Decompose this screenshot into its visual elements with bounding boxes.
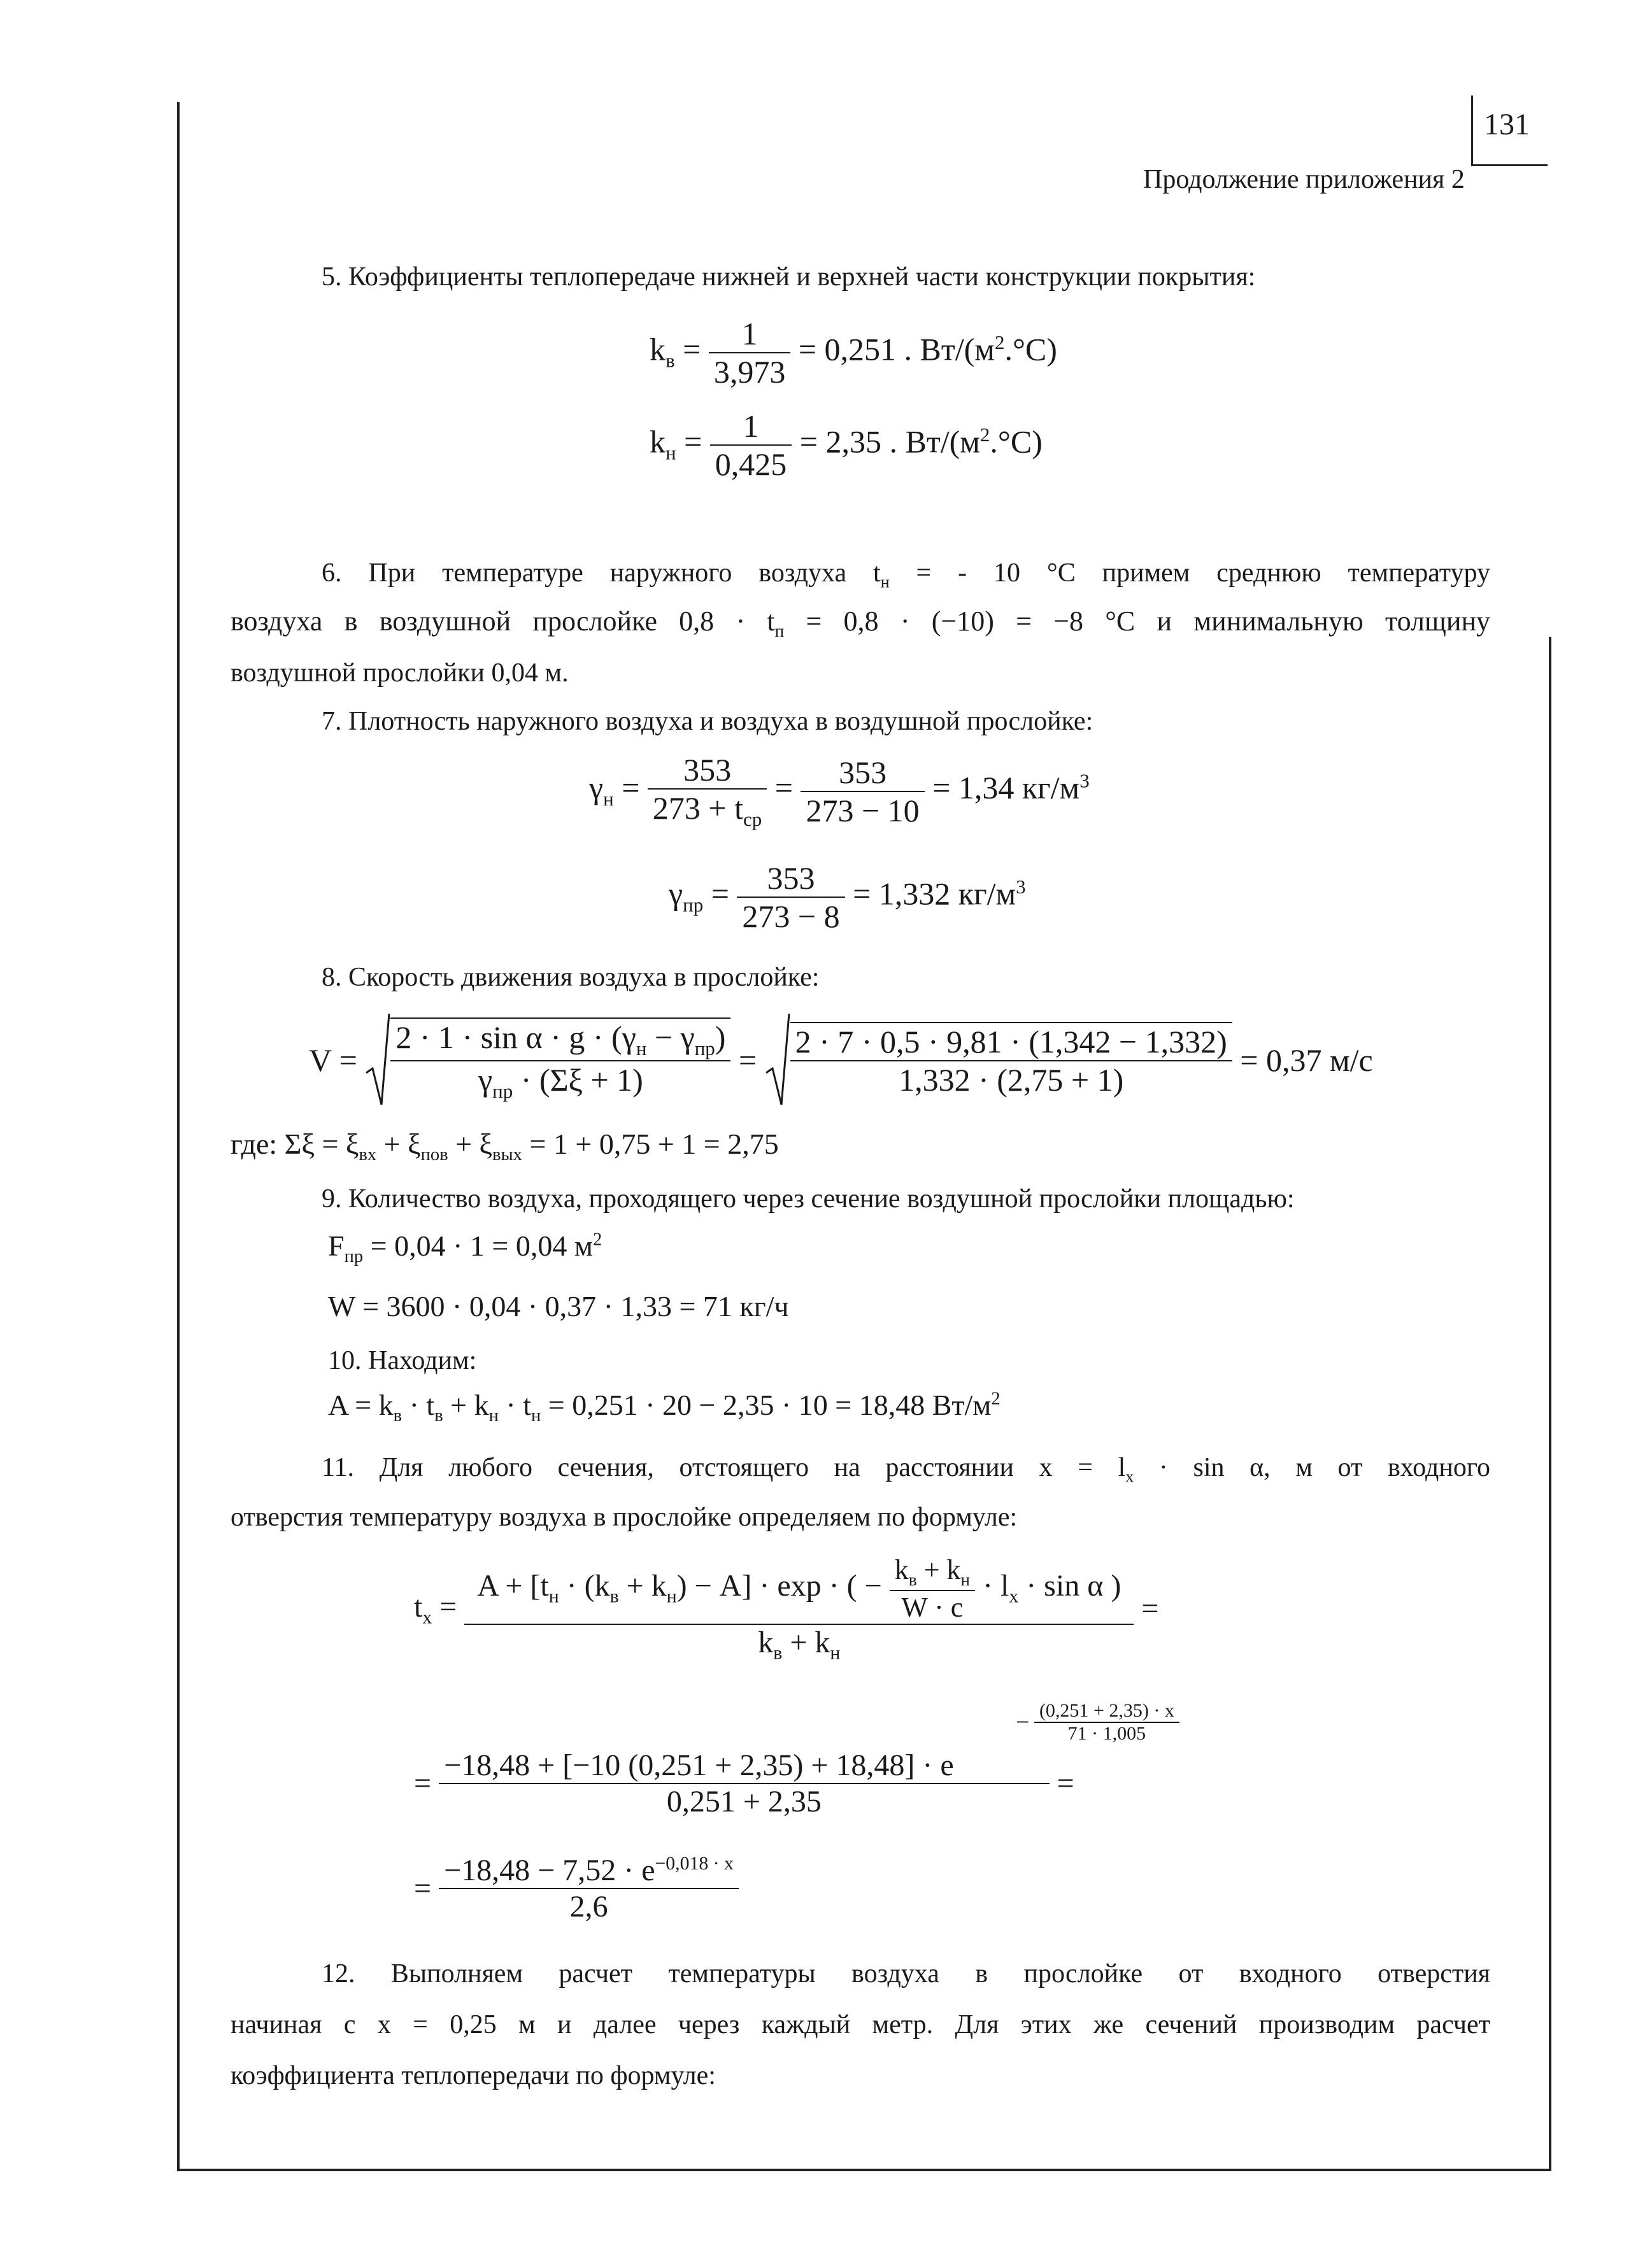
section9-heading: 9. Количество воздуха, проходящего через сечение воздушной прослойки площадью: [322,1184,1295,1214]
section6-line2: воздуха в воздушной прослойке $0,8 \cdot t_п = 0,8 \cdot (-10) = -8$ °С и минимальную толщину [231,606,1490,641]
frame-right-border [1549,637,1551,2171]
formula-kv: $k_в$ = $\frac{1}{3,973}$ = 0,251 . $Вт/(м^2.^\circ С)$ [650,316,1057,390]
formula-kn: $k_н$ = $\frac{1}{0,425}$ = 2,35 . $Вт/(м^2.^\circ С)$ [650,408,1043,482]
radical-sign-1 [365,1012,390,1108]
section10-heading: 10. Находим: [328,1346,477,1375]
page-number: 131 [1484,108,1530,141]
xi-sum-line: где: $\Sigma\xi = \xi_{вх} + \xi_{пов} + \xi_{вых} = 1 + 0,75 + 1 = 2,75$ [231,1128,779,1165]
section5-heading: 5. Коэффициенты теплопередаче нижней и верхней части конструкции покрытия: [322,262,1256,292]
section11-line2: отверстия температуру воздуха в прослойке определяем по формуле: [231,1503,1018,1532]
section11-line1: 11. Для любого сечения, отстоящего на расстоянии $x = l_x \cdot \sin \alpha$, м от входного [322,1453,1490,1486]
formula-gamma-n: $\gamma_н$ = 353 $273 + t_{ср}$ = $\frac{353}{273 - 10}$ = 1,34 $кг/м^3$ [589,752,1090,830]
section6-line1: 6. При температуре наружного воздуха $t_н$ = - 10 °С примем среднюю температуру [322,558,1491,592]
formula-velocity: V = $2 \cdot 1 \cdot \sin \alpha \cdot g \cdot (\gamma_н - \gamma_{пр})$ $\gamma_{пр} \cdot (\Sigma\xi + 1)$ = $\frac{2 \cdot 7 \cdot 0,5 \cdot 9,81 \cdot (1,342 - 1,332)}{1,332 \cdot (2,75 + 1)}$ = 0,37 м/с [309,1012,1373,1108]
formula-airflow: W = 3600 · 0,04 · 0,37 · 1,33 = 71 кг/ч [328,1290,789,1322]
formula-A: $A = k_в \cdot t_в + k_н \cdot t_н = 0,251 \cdot 20 - 2,35 \cdot 10 = 18,48$ $Вт/м^2$ [328,1389,1001,1426]
section12-line2: начиная с x = 0,25 м и далее через каждый метр. Для этих же сечений производим расчет [231,2010,1490,2039]
formula-tx-general: $t_x$ = $A + [t_н \cdot (k_в + k_н) - A] \cdot \exp$ · ( − $k_в + k_н$ W · c · $l_x \cdot \sin \alpha$ ) $k_в + k_н$ = [414,1554,1159,1664]
formula-gamma-pr: $\gamma_{пр}$ = $\frac{353}{273 - 8}$ = 1,332 $кг/м^3$ [669,860,1026,934]
formula-tx-simplified: = $\frac{-18,48 - 7,52 \cdot e^{-0,018 \cdot x}}{2,6}$ [414,1853,739,1924]
page-number-box-bottom [1471,164,1548,166]
frame-left-border [177,102,180,2171]
formula-tx-exponent: − $\frac{(0,251 + 2,35) \cdot x}{71 \cdot 1,005}$ [1016,1700,1179,1745]
formula-tx-substituted: = $\frac{-18,48 + [-10 (0,251 + 2,35) + 18,48] \cdot e}{0,251 + 2,35}$ = [414,1748,1074,1818]
section8-heading: 8. Скорость движения воздуха в прослойке: [322,963,820,992]
continuation-note: Продолжение приложения 2 [1143,165,1465,194]
section7-heading: 7. Плотность наружного воздуха и воздуха в воздушной прослойке: [322,707,1093,736]
formula-area: $F_{пр} = 0,04 \cdot 1 = 0,04$ $м^2$ [328,1230,602,1267]
section6-line3: воздушной прослойки 0,04 м. [231,658,569,688]
page-number-box-left [1471,96,1473,166]
radical-sign-2 [765,1012,790,1108]
section12-line3: коэффициента теплопередачи по формуле: [231,2061,716,2090]
section12-line1: 12. Выполняем расчет температуры воздуха в прослойке от входного отверстия [322,1959,1490,1988]
frame-bottom-border [177,2169,1551,2171]
